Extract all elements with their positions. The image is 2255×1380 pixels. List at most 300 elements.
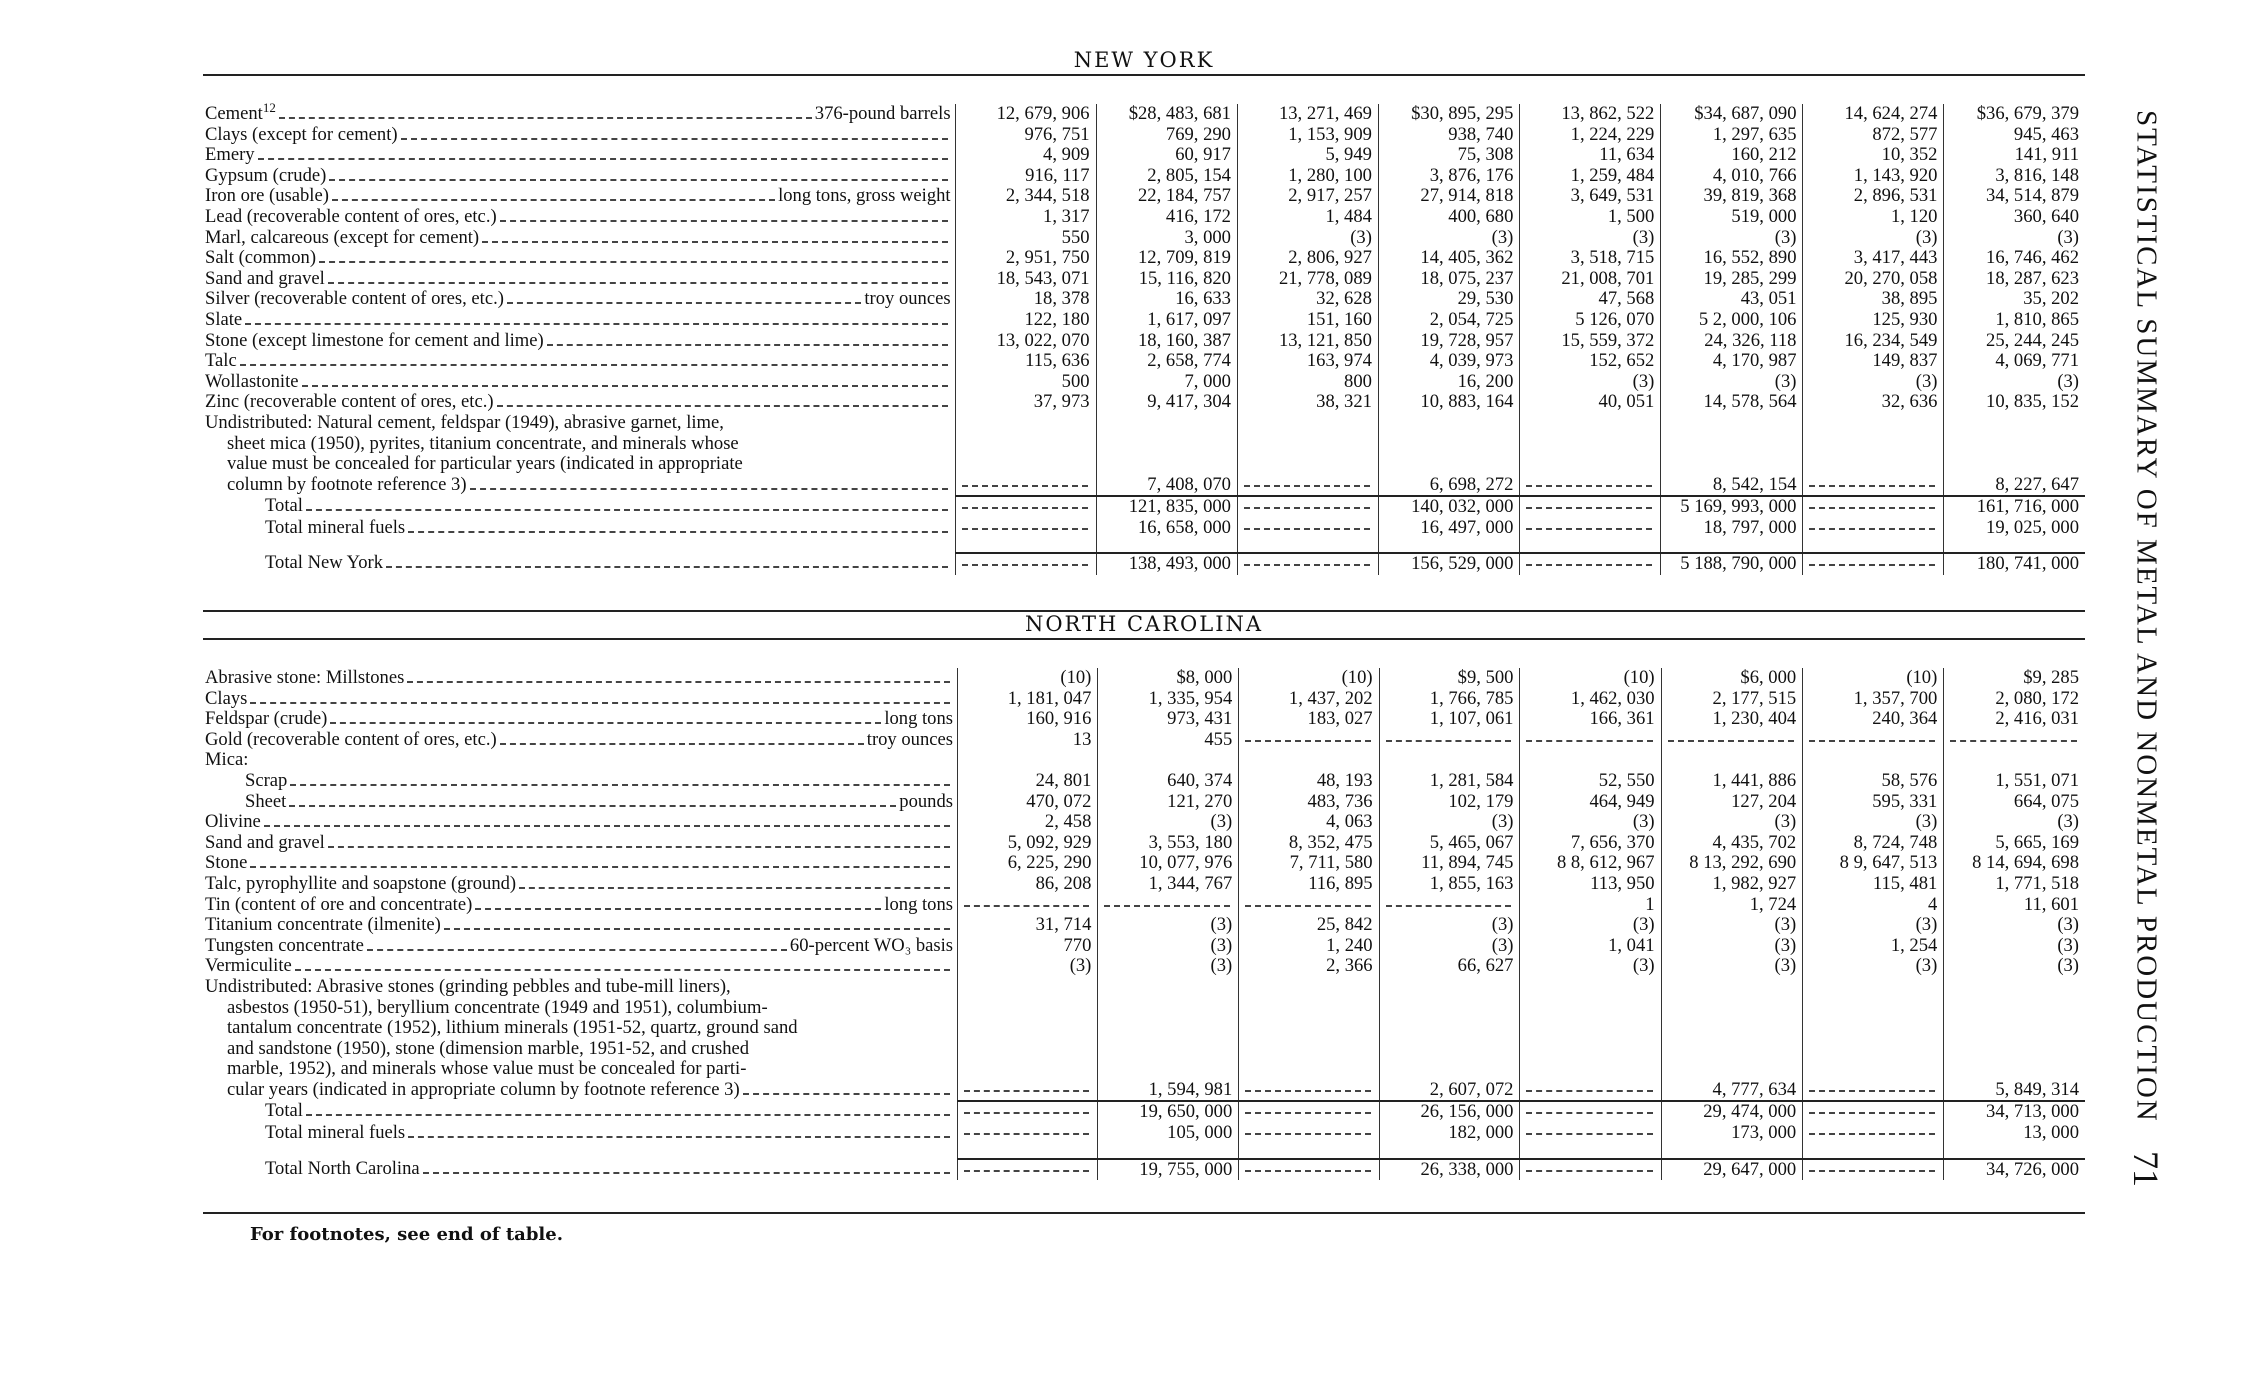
value-cell [1520,454,1661,475]
value-cell: 5 2, 000, 106 [1661,310,1803,331]
label-name: Gypsum (crude) [205,164,327,186]
value-cell: 2, 806, 927 [1237,248,1378,269]
value-cell: 86, 208 [958,874,1098,895]
label-name: Stone [205,852,248,874]
total-row [203,1101,2085,1123]
dash-placeholder [1526,1080,1652,1092]
leader-dots [500,743,864,745]
value-cell: 18, 287, 623 [1986,267,2079,289]
leader-dots [319,261,948,263]
dash-placeholder [1809,554,1935,566]
value-cell: 8, 542, 154 [1661,475,1803,497]
label-text: Undistributed: Abrasive stones (grinding pebbles and tube-mill liners), [205,975,731,997]
value-cell [1803,977,1944,998]
dash-placeholder [1526,518,1652,530]
value-cell: 916, 117 [955,166,1096,187]
value-cell: 125, 930 [1803,310,1944,331]
label-name: Clays (except for cement) [205,123,398,145]
value-cell [1803,1159,1944,1181]
value-cell [1661,750,1803,771]
label-text: Total [265,495,303,517]
value-cell [958,1059,1098,1080]
value-cell: (3) [1098,915,1239,936]
spacer-cell [1944,1144,2085,1159]
value-cell: 20, 270, 058 [1803,269,1944,290]
leader-dots [250,866,950,868]
value-cell: (3) [2057,934,2079,956]
value-cell [1520,998,1661,1019]
value-cell [1803,1123,1944,1144]
value-cell: (3) [1661,956,1803,977]
value-cell [1520,977,1661,998]
value-cell [1239,1159,1379,1181]
label-line [205,730,953,751]
value-cell: 40, 051 [1520,392,1661,413]
value-cell: 37, 973 [955,392,1096,413]
value-cell [1520,434,1661,455]
value-cell [1379,998,1520,1019]
value-cell: 8, 724, 748 [1803,833,1944,854]
label-line [205,99,951,125]
value-cell: 16, 746, 462 [1986,247,2079,269]
label-line [205,812,953,833]
value-cell: 39, 819, 368 [1661,186,1803,207]
value-cell: 11, 894, 745 [1379,853,1520,874]
label-text: Total [265,1100,303,1122]
page-number: 71 [2126,1151,2166,1187]
dash-placeholder [1809,1102,1935,1114]
value-cell [958,1123,1098,1144]
undistributed-row [203,1039,2085,1060]
value-cell: 14, 578, 564 [1661,392,1803,413]
leader-dots [306,1114,950,1116]
value-cell: 1, 280, 100 [1237,166,1378,187]
spacer-cell [958,1144,1098,1159]
table-row [203,145,2085,166]
label-text [205,125,398,146]
label-name: Iron ore (usable) [205,185,329,207]
value-cell: 8 13, 292, 690 [1661,853,1803,874]
dash-placeholder [964,1102,1089,1114]
value-cell [1661,998,1803,1019]
label-text: Total North Carolina [265,1157,420,1179]
value-cell: 38, 321 [1237,392,1378,413]
row-label [203,310,955,331]
value-cell: $8, 000 [1098,668,1239,689]
value-cell [958,977,1098,998]
value-cell: 11, 634 [1520,145,1661,166]
value-cell: 52, 550 [1520,771,1661,792]
row-label [203,125,955,146]
value-cell: 161, 716, 000 [1944,496,2085,518]
row-label [203,372,955,393]
label-line [205,1123,953,1144]
value-cell: 2, 658, 774 [1096,351,1237,372]
dash-placeholder [1526,554,1652,566]
value-cell [1661,413,1803,434]
label-name: Sand and gravel [205,831,325,853]
value-cell: 1, 766, 785 [1379,689,1520,710]
value-cell: (3) [1379,936,1520,957]
value-cell [1803,750,1944,771]
row-label [203,874,958,895]
value-cell [1803,496,1944,518]
value-cell [1237,434,1378,455]
row-label [203,228,955,249]
value-cell: 2, 366 [1239,956,1379,977]
value-cell: 1, 724 [1661,895,1803,916]
dash-placeholder [962,554,1088,566]
value-cell [955,454,1096,475]
leader-dots [444,928,950,930]
value-cell [1661,1039,1803,1060]
value-cell [1239,1018,1379,1039]
label-line [205,792,953,813]
label-line [205,853,953,874]
leader-dots [306,509,948,511]
dash-placeholder [1809,1080,1935,1092]
dash-placeholder [1809,1123,1935,1135]
row-label [203,771,958,792]
value-cell: 10, 077, 976 [1098,853,1239,874]
value-cell [1520,730,1661,751]
value-cell: (3) [1803,956,1944,977]
value-cell: 149, 837 [1803,351,1944,372]
row-label [203,454,955,475]
leader-dots [500,220,948,222]
value-cell: 8 9, 647, 513 [1803,853,1944,874]
value-cell [1661,730,1803,751]
value-cell: 1, 344, 767 [1098,874,1239,895]
value-cell: 58, 576 [1803,771,1944,792]
value-cell: 102, 179 [1379,792,1520,813]
spacer-cell [203,1144,958,1159]
value-cell: 872, 577 [1803,125,1944,146]
row-label [203,977,958,998]
value-cell: 29, 474, 000 [1661,1101,1803,1123]
leader-dots [264,825,950,827]
leader-dots [519,887,950,889]
value-cell: 973, 431 [1098,709,1239,730]
value-cell: 2, 951, 750 [955,248,1096,269]
value-cell [1803,998,1944,1019]
spacer-cell [1098,1144,1239,1159]
label-line [205,709,953,730]
label-text [205,709,327,730]
dash-placeholder [1526,1160,1652,1172]
value-cell: 1, 254 [1803,936,1944,957]
label-text [205,145,255,166]
leader-dots [279,117,812,119]
leader-dots [547,344,948,346]
value-cell: 4, 777, 634 [1661,1080,1803,1102]
unit-label: 376-pound barrels [814,103,951,124]
value-cell [958,998,1098,1019]
label-text [245,771,287,792]
label-text [205,833,325,854]
value-cell: 1, 259, 484 [1520,166,1661,187]
label-line [205,895,953,916]
value-cell: $34, 687, 090 [1661,104,1803,125]
leader-dots [328,846,950,848]
label-name: Clays [205,687,248,709]
spacer-cell [1520,538,1661,553]
unit-label: pounds [899,790,954,812]
value-cell: 19, 650, 000 [1098,1101,1239,1123]
value-cell: 1, 143, 920 [1803,166,1944,187]
value-cell [1520,1039,1661,1060]
value-cell [1098,977,1239,998]
value-cell: 455 [1098,730,1239,751]
value-cell: 11, 601 [2023,893,2079,915]
undistributed-row [203,1018,2085,1039]
table-row [203,372,2085,393]
label-name: Zinc (recoverable content of ores, etc.) [205,391,494,413]
total-row [203,496,2085,518]
value-cell [1944,1039,2085,1060]
new-york-table [203,99,2085,575]
dash-placeholder [1245,1080,1370,1092]
label-name: Mica: [205,749,249,771]
undistributed-row [203,434,2085,455]
value-cell: (3) [1098,812,1239,833]
dash-placeholder [1809,518,1935,530]
value-cell [1520,475,1661,497]
value-cell: 464, 949 [1520,792,1661,813]
value-cell: 116, 895 [1239,874,1379,895]
label-line [205,668,953,689]
row-label [203,475,955,497]
value-cell: 29, 530 [1378,289,1519,310]
value-cell: 400, 680 [1378,207,1519,228]
value-cell: 15, 559, 372 [1520,331,1661,352]
value-cell: 140, 032, 000 [1378,496,1519,518]
unit-label: troy ounces [866,728,954,750]
leader-dots [240,364,948,366]
label-text [205,853,247,874]
value-cell: $28, 483, 681 [1096,104,1237,125]
leader-dots [407,681,950,683]
row-label [203,1159,958,1181]
value-cell [1661,1059,1803,1080]
value-cell [1379,730,1520,751]
value-cell: 24, 801 [958,771,1098,792]
dash-placeholder [1244,554,1370,566]
value-cell [958,1080,1098,1102]
label-name: Slate [205,308,243,330]
label-text [205,956,292,977]
value-cell: 1, 484 [1237,207,1378,228]
value-cell: 1, 120 [1803,207,1944,228]
row-label [203,166,955,187]
value-cell: 121, 835, 000 [1096,496,1237,518]
leader-dots [258,158,948,160]
value-cell: 25, 842 [1239,915,1379,936]
row-label [203,186,955,207]
value-cell [1239,1123,1379,1144]
label-name: Talc, pyrophyllite and soapstone (ground) [205,872,517,894]
value-cell [1803,1101,1944,1123]
value-cell [955,434,1096,455]
value-cell: 19, 728, 957 [1378,331,1519,352]
value-cell [1239,1039,1379,1060]
label-line [205,936,953,957]
value-cell [1803,553,1944,575]
label-line [205,145,951,166]
row-label [203,689,958,710]
label-line [205,956,953,977]
value-cell: 38, 895 [1803,289,1944,310]
rule [203,74,2085,76]
label-text [205,228,479,249]
label-name: Sand and gravel [205,267,325,289]
dash-placeholder [1244,518,1370,530]
value-cell: (3) [1378,228,1519,249]
value-cell: (3) [2057,226,2079,248]
dash-placeholder [1950,730,2077,742]
value-cell: 9, 417, 304 [1096,392,1237,413]
table-row [203,853,2085,874]
value-cell: (3) [2057,370,2079,392]
value-cell: 22, 184, 757 [1096,186,1237,207]
table-row [203,104,2085,125]
label-line [205,310,951,331]
value-cell [1520,1159,1661,1181]
value-cell: 664, 075 [2013,790,2079,812]
rule [203,638,2085,640]
value-cell: (3) [958,956,1098,977]
leader-dots [743,1093,950,1095]
value-cell: 19, 755, 000 [1098,1159,1239,1181]
label-name: Tin (content of ore and concentrate) [205,893,473,915]
value-cell: 16, 658, 000 [1096,518,1237,539]
value-cell [1520,1123,1661,1144]
value-cell: 240, 364 [1803,709,1944,730]
leader-dots [328,282,948,284]
table-row [203,269,2085,290]
value-cell: 1, 594, 981 [1098,1080,1239,1102]
value-cell: (3) [1520,228,1661,249]
value-cell: (3) [1237,228,1378,249]
value-cell [1379,1039,1520,1060]
dash-placeholder [964,1160,1089,1172]
label-name: Wollastonite [205,370,299,392]
label-text [205,310,242,331]
value-cell [1379,1018,1520,1039]
value-cell: 4, 909 [955,145,1096,166]
dash-placeholder [1244,475,1370,487]
value-cell: 2, 344, 518 [955,186,1096,207]
value-cell: 2, 458 [958,812,1098,833]
label-line [205,186,951,207]
value-cell: 1, 810, 865 [1995,308,2079,330]
value-cell: 1, 181, 047 [958,689,1098,710]
undistributed-row [203,454,2085,475]
value-cell [1098,1018,1239,1039]
row-label [203,207,955,228]
spacer-cell [1379,1144,1520,1159]
rule [203,1212,2085,1214]
value-cell: $36, 679, 379 [1976,103,2079,124]
label-text: value must be concealed for particular years (indicated in appropriate [227,453,743,475]
value-cell: 769, 290 [1096,125,1237,146]
table-row [203,331,2085,352]
value-cell: 2, 805, 154 [1096,166,1237,187]
label-line [205,351,951,372]
value-cell: 770 [958,936,1098,957]
dash-placeholder [964,1123,1089,1135]
value-cell [1237,413,1378,434]
table-row [203,750,2085,771]
side-title: STATISTICAL SUMMARY OF METAL AND NONMETAL PRODUCTION [2130,110,2163,1123]
value-cell: 1, 500 [1520,207,1661,228]
value-cell [1661,1018,1803,1039]
label-text: marble, 1952), and minerals whose value must be concealed for parti- [227,1058,747,1080]
label-line [205,392,951,413]
value-cell: 113, 950 [1520,874,1661,895]
label-text: tantalum concentrate (1952), lithium minerals (1951-52, quartz, ground sand [227,1017,798,1039]
value-cell: 18, 543, 071 [955,269,1096,290]
unit-label: 60-percent WO₃ basis [789,934,954,956]
label-name: Marl, calcareous (except for cement) [205,226,480,248]
value-cell: 5, 665, 169 [1995,831,2079,853]
value-cell: 127, 204 [1661,792,1803,813]
label-line [205,496,951,517]
value-cell [1803,475,1944,497]
leader-dots [423,1172,950,1174]
value-cell [1803,1018,1944,1039]
value-cell: 1, 107, 061 [1379,709,1520,730]
value-cell: (3) [2057,914,2079,936]
unit-label: long tons, gross weight [778,185,951,207]
leader-dots [289,805,896,807]
label-text: Total New York [265,552,384,574]
table-row [203,895,2085,916]
label-text [205,874,516,895]
value-cell [1803,1039,1944,1060]
row-label [203,730,958,751]
unit-label: troy ounces [864,288,951,310]
value-cell: (3) [1520,372,1661,393]
value-cell: 163, 974 [1237,351,1378,372]
value-cell [955,413,1096,434]
value-cell: 416, 172 [1096,207,1237,228]
value-cell [1944,730,2085,751]
row-label [203,792,958,813]
value-cell: 66, 627 [1379,956,1520,977]
value-cell [1379,1059,1520,1080]
dash-placeholder [1809,497,1935,509]
value-cell [958,895,1098,916]
label-line [205,372,951,393]
spacer-cell [1520,1144,1661,1159]
label-text [205,207,497,228]
row-label [203,1080,958,1102]
label-text [205,99,276,125]
value-cell [1520,1059,1661,1080]
value-cell: 7, 711, 580 [1239,853,1379,874]
label-line [205,518,951,539]
spacer-cell [955,538,1096,553]
row-label [203,750,958,771]
value-cell: 550 [955,228,1096,249]
dash-placeholder [964,895,1089,907]
value-cell: 1, 297, 635 [1661,125,1803,146]
label-text [245,792,286,813]
dash-placeholder [964,1080,1089,1092]
label-line [205,689,953,710]
label-text: asbestos (1950-51), beryllium concentrate (1949 and 1951), columbium- [227,996,768,1018]
